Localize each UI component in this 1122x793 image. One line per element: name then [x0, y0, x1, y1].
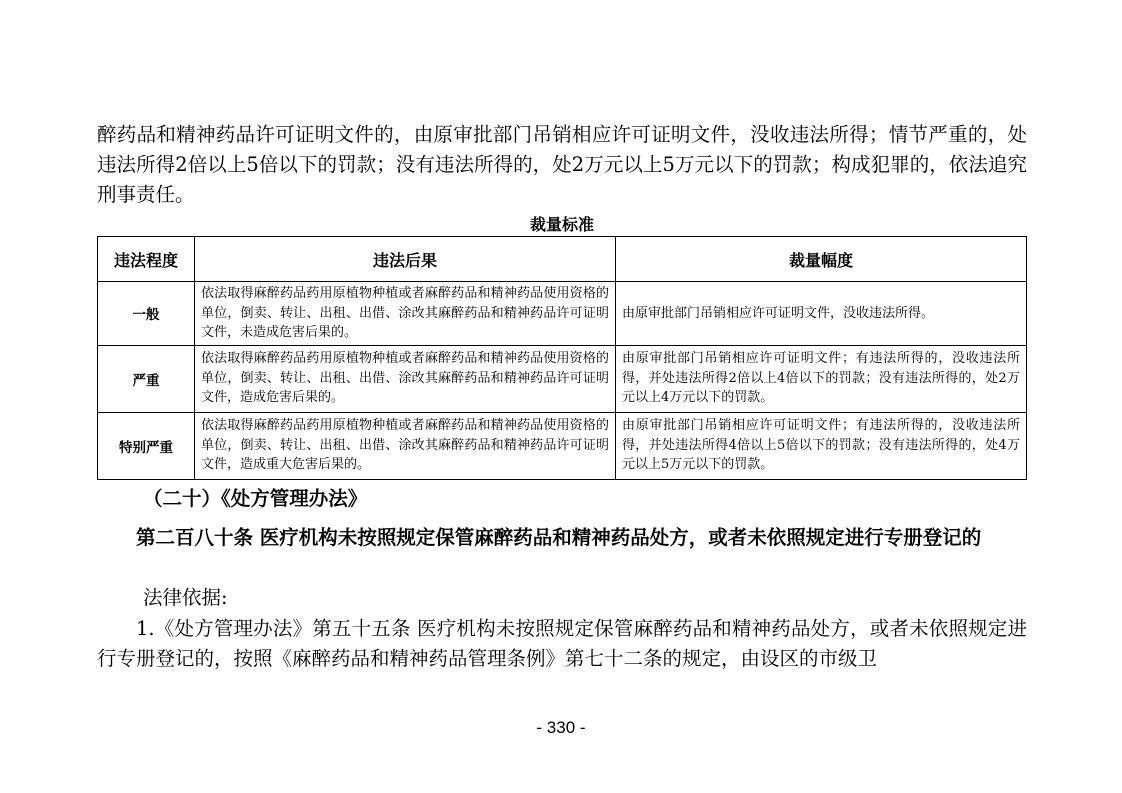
header-discretion-range: 裁量幅度	[616, 237, 1027, 282]
header-violation-consequence: 违法后果	[195, 237, 616, 282]
page-number: - 330 -	[536, 718, 586, 737]
header-violation-degree: 违法程度	[98, 237, 195, 282]
row-discretion: 由原审批部门吊销相应许可证明文件；有违法所得的，没收违法所得，并处违法所得2倍以上4倍以下的罚款；没有违法所得的，处2万元以上4万元以下的罚款。	[616, 345, 1027, 412]
table-row	[98, 282, 1027, 346]
row-level: 严重	[98, 345, 195, 412]
row-consequence: 依法取得麻醉药品药用原植物种植或者麻醉药品和精神药品使用资格的单位，倒卖、转让、出租、出借、涂改其麻醉药品和精神药品许可证明文件，造成危害后果的。	[195, 345, 616, 412]
article-heading: 第二百八十条 医疗机构未按照规定保管麻醉药品和精神药品处方，或者未依照规定进行专册登记的	[136, 526, 982, 549]
row-level: 一般	[98, 282, 195, 346]
row-discretion: 由原审批部门吊销相应许可证明文件；有违法所得的，没收违法所得，并处违法所得4倍以上5倍以下的罚款；没有违法所得的，处4万元以上5万元以下的罚款。	[616, 412, 1027, 479]
section-heading: （二十）《处方管理办法》	[143, 487, 368, 510]
legal-basis-label: 法律依据:	[143, 586, 228, 609]
intro-paragraph: 醉药品和精神药品许可证明文件的，由原审批部门吊销相应许可证明文件，没收违法所得；情节严重的，处违法所得2倍以上5倍以下的罚款；没有违法所得的，处2万元以上5万元以下的罚款；构成犯罪的，依法追究刑事责任。	[97, 123, 1027, 206]
row-level: 特别严重	[98, 412, 195, 479]
table-row	[98, 412, 1027, 479]
article-paragraph: 1.《处方管理办法》第五十五条 医疗机构未按照规定保管麻醉药品和精神药品处方，或者未依照规定进行专册登记的，按照《麻醉药品和精神药品管理条例》第七十二条的规定，由设区的市级卫	[97, 617, 1027, 670]
row-consequence: 依法取得麻醉药品药用原植物种植或者麻醉药品和精神药品使用资格的单位，倒卖、转让、出租、出借、涂改其麻醉药品和精神药品许可证明文件，造成重大危害后果的。	[195, 412, 616, 479]
table-row	[98, 345, 1027, 412]
table-caption: 裁量标准	[529, 215, 594, 234]
discretion-standard-table	[97, 236, 1027, 480]
row-consequence: 依法取得麻醉药品药用原植物种植或者麻醉药品和精神药品使用资格的单位，倒卖、转让、出租、出借、涂改其麻醉药品和精神药品许可证明文件，未造成危害后果的。	[195, 282, 616, 346]
row-discretion: 由原审批部门吊销相应许可证明文件，没收违法所得。	[616, 282, 1027, 346]
table-header-row	[98, 237, 1027, 282]
